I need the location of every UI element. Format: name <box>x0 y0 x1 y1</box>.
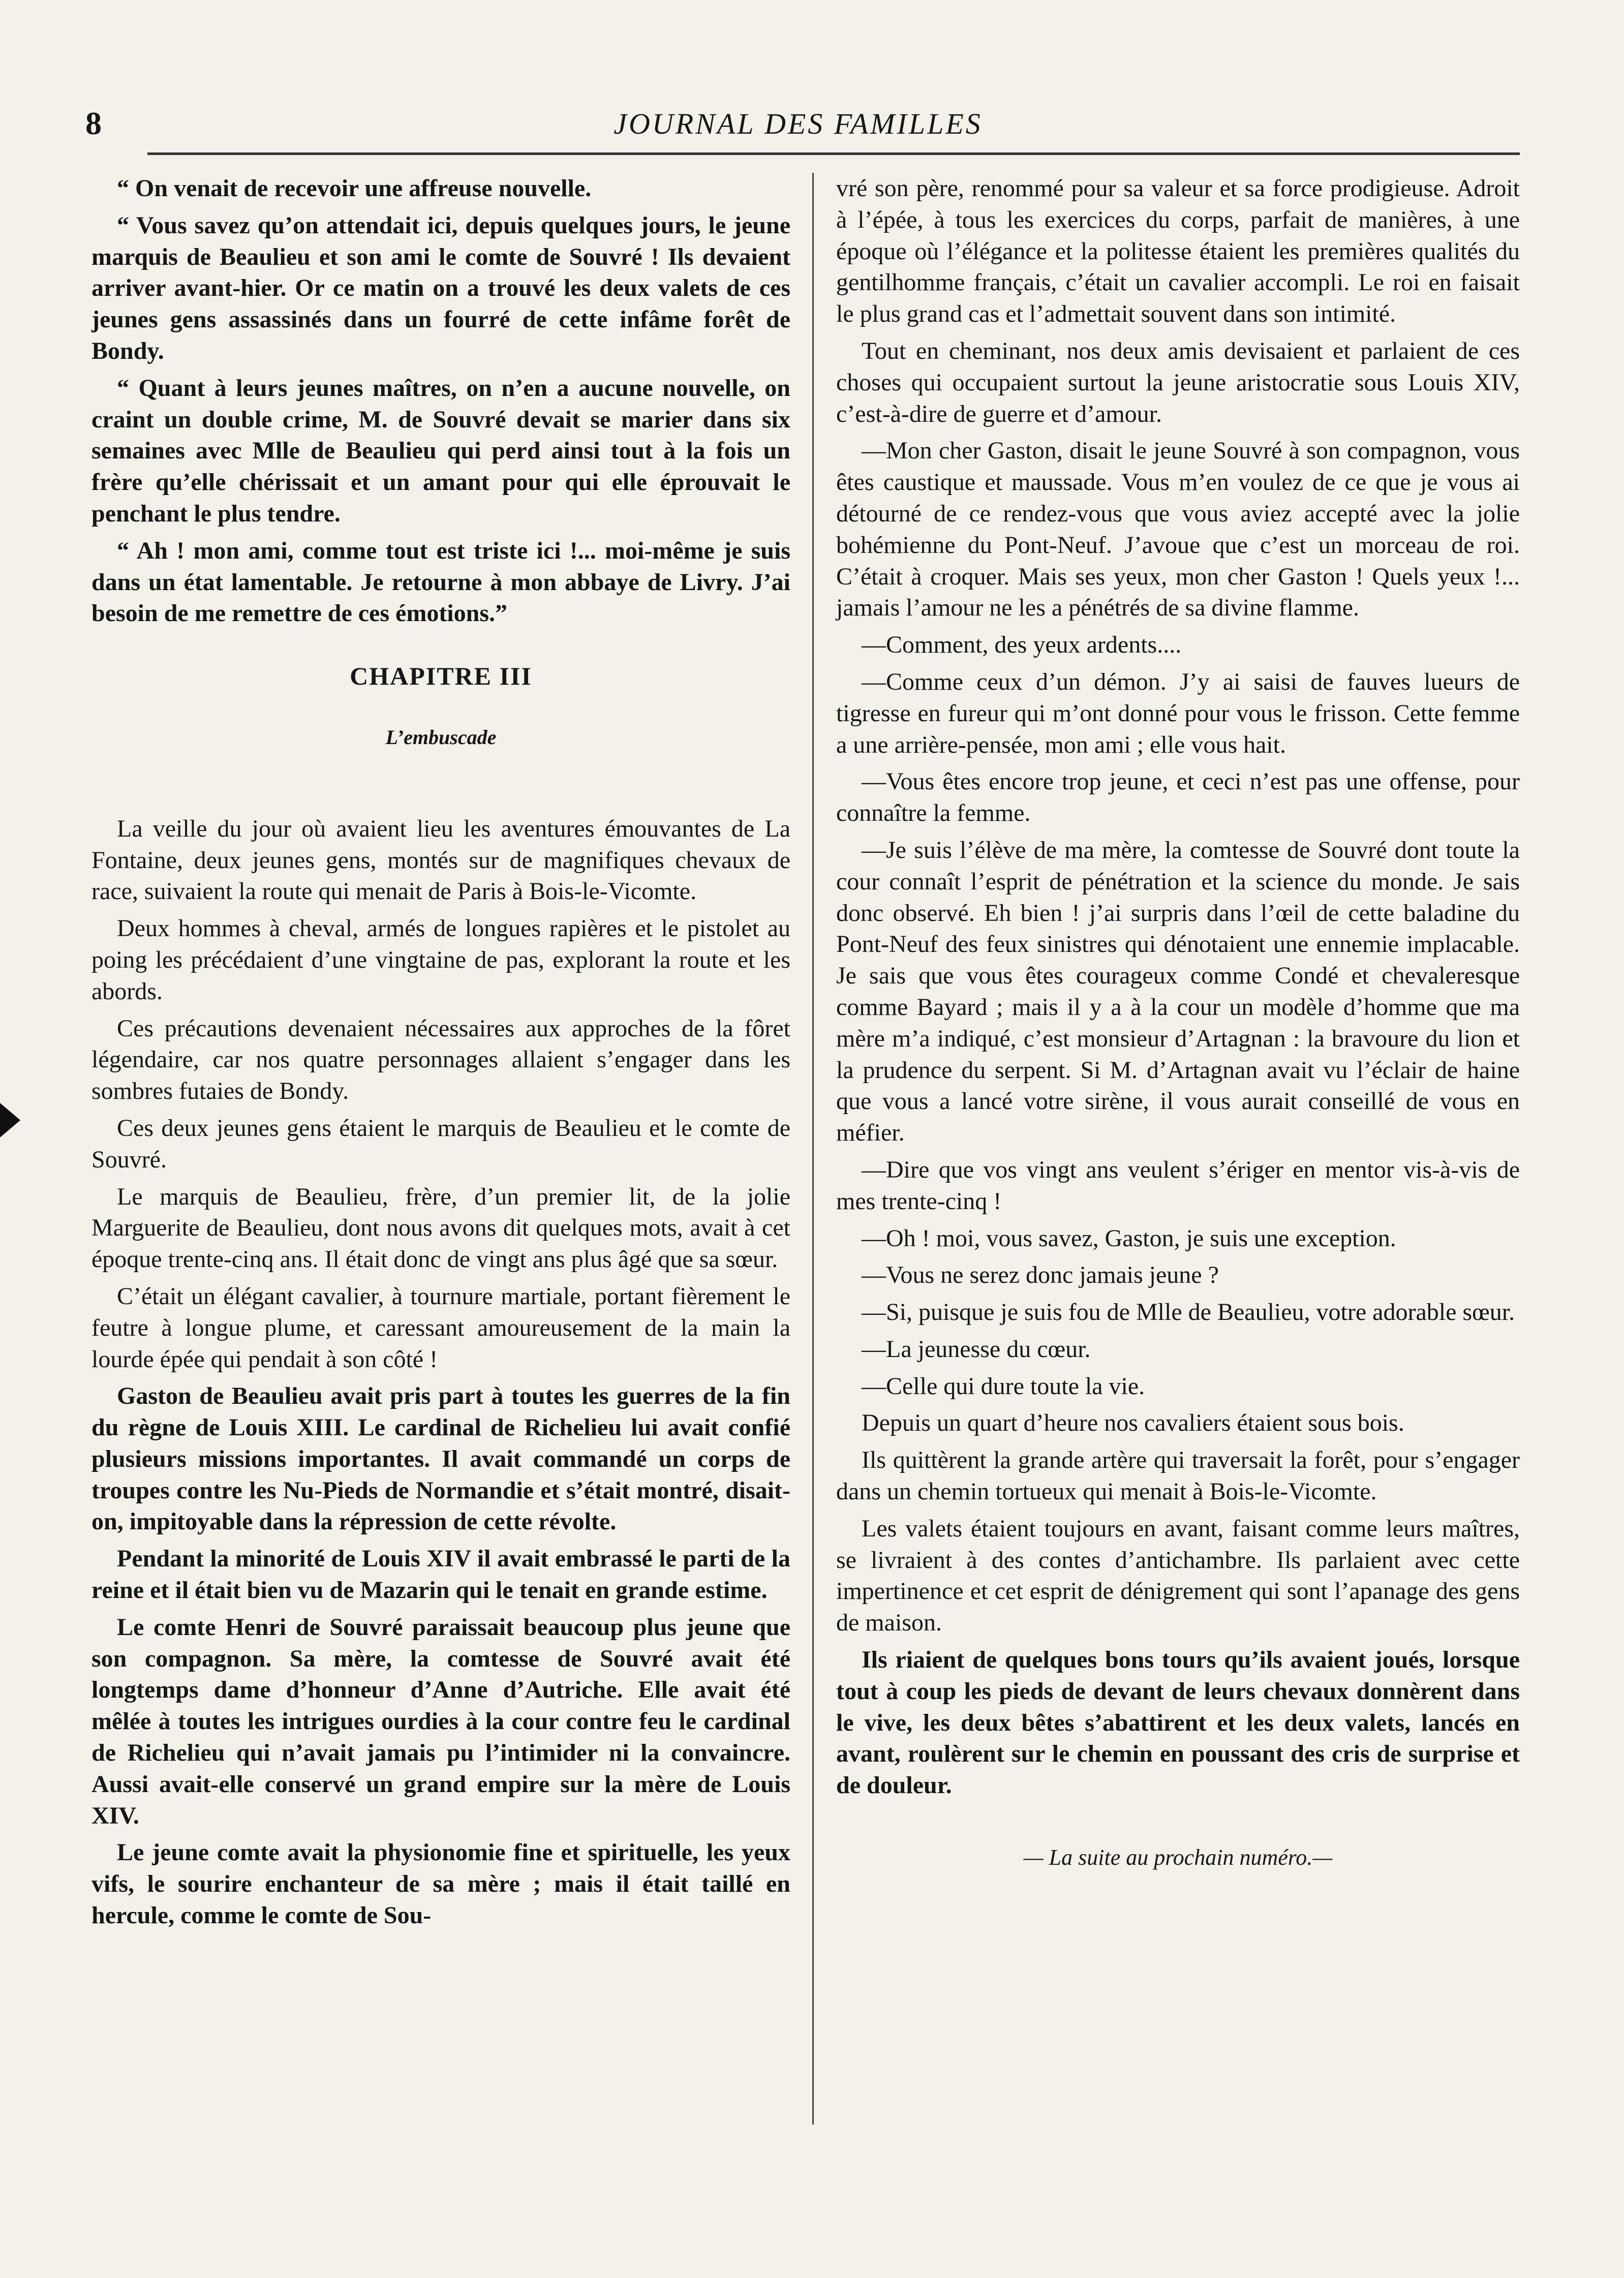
dialogue-paragraph: —Mon cher Gaston, disait le jeune Souvré à son compagnon, vous êtes caustique et maussade. Vous m’en voulez de ce que je vous ai détourné de ce rendez-vous que vous aviez accepté avec la jolie bohémienne du Pont-Neuf. J’avoue que c’est un morceau de roi. C’était à croquer. Mais ses yeux, mon cher Gaston ! Quels yeux !... jamais l’amour ne les a pénétrés de sa divine flamme. <box>836 437 1520 622</box>
body-paragraph: Ces deux jeunes gens étaient le marquis de Beaulieu et le comte de Souvré. <box>91 1114 790 1173</box>
letter-paragraph: “ Quant à leurs jeunes maîtres, on n’en a aucune nouvelle, on craint un double crime, M. de Souvré devait se marier dans six semaines avec Mlle de Beaulieu qui perd ainsi tout à la fois un frère qu’elle chérissait et un amant pour qui elle éprouvait le penchant le plus tendre. <box>91 374 790 527</box>
dialogue-paragraph: —Dire que vos vingt ans veulent s’ériger en mentor vis-à-vis de mes trente-cinq ! <box>836 1156 1520 1215</box>
chapter-subtitle: L’embuscade <box>385 725 497 749</box>
chapter-title: CHAPITRE III <box>350 662 532 691</box>
header-rule <box>147 152 1520 155</box>
dialogue-paragraph: —Vous ne serez donc jamais jeune ? <box>862 1261 1219 1289</box>
journal-title: JOURNAL DES FAMILLES <box>614 107 983 140</box>
body-paragraph: Le marquis de Beaulieu, frère, d’un premier lit, de la jolie Marguerite de Beaulieu, dont nous avons dit quelques mots, avait à cet époque trente-cinq ans. Il était donc de vingt ans plus âgé que sa sœur. <box>91 1183 790 1273</box>
dialogue-paragraph: —La jeunesse du cœur. <box>862 1335 1091 1363</box>
body-paragraph: Ils riaient de quelques bons tours qu’ils avaient joués, lorsque tout à coup les pieds de devant de leurs chevaux donnèrent dans le vive, les deux bêtes s’abattirent et les deux valets, lancés en avant, roulèrent sur le chemin en poussant des cris de surprise et de douleur. <box>836 1646 1520 1799</box>
letter-paragraph: “ On venait de recevoir une affreuse nouvelle. <box>117 175 592 202</box>
to-be-continued: — La suite au prochain numéro.— <box>1023 1845 1333 1870</box>
page-header <box>76 102 1520 147</box>
left-column <box>91 173 790 1937</box>
column-divider <box>812 173 814 2125</box>
body-paragraph: Deux hommes à cheval, armés de longues rapières et le pistolet au poing les précédaient d’une vingtaine de pas, explorant la route et les abords. <box>91 915 790 1005</box>
dialogue-paragraph: —Oh ! moi, vous savez, Gaston, je suis une exception. <box>862 1224 1396 1252</box>
body-paragraph: Le comte Henri de Souvré paraissait beaucoup plus jeune que son compagnon. Sa mère, la comtesse de Souvré avait été longtemps dame d’honneur d’Anne d’Autriche. Elle avait été mêlée à toutes les intrigues ourdies à la cour contre feu le cardinal de Richelieu qui n’avait jamais pu l’intimider ni la convaincre. Aussi avait-elle conservé un grand empire sur la mère de Louis XIV. <box>91 1613 790 1829</box>
dialogue-paragraph: —Je suis l’élève de ma mère, la comtesse de Souvré dont toute la cour connaît l’esprit de pénétration et la science du monde. Je sais donc observé. Eh bien ! j’ai surpris dans l’œil de cette baladine du Pont-Neuf des feux sinistres qui dénotaient une ennemie implacable. Je sais que vous êtes courageux comme Condé et chevaleresque comme Bayard ; mais il y a à la cour un modèle d’homme que ma mère m’a indiqué, c’est monsieur d’Artagnan : la bravoure du lion et la prudence du serpent. Si M. d’Artagnan avait vu l’éclair de haine que vous a lancé votre sirène, il vous aurait conseillé de vous en méfier. <box>836 836 1520 1147</box>
continuation-paragraph: vré son père, renommé pour sa valeur et sa force prodigieuse. Adroit à l’épée, à tous les exercices du corps, parfait de manières, à une époque où l’élégance et la politesse étaient les premières qualités du gentilhomme français, c’était un cavalier accompli. Le roi en faisait le plus grand cas et l’admettait souvent dans son intimité. <box>836 175 1520 328</box>
letter-paragraph: “ Ah ! mon ami, comme tout est triste ici !... moi-même je suis dans un état lamentable. Je retourne à mon abbaye de Livry. J’ai besoin de me remettre de ces émotions.” <box>91 537 790 627</box>
right-column <box>836 173 1520 1873</box>
body-paragraph: Gaston de Beaulieu avait pris part à toutes les guerres de la fin du règne de Louis XIII. Le cardinal de Richelieu lui avait confié plusieurs missions importantes. Il avait commandé un corps de troupes contre les Nu-Pieds de Normandie et s’était montré, disait-on, impitoyable dans la répression de cette révolte. <box>91 1382 790 1535</box>
dialogue-paragraph: —Celle qui dure toute la vie. <box>862 1372 1145 1400</box>
page-number: 8 <box>85 105 102 141</box>
margin-mark <box>0 1103 20 1137</box>
body-paragraph: Les valets étaient toujours en avant, faisant comme leurs maîtres, se livraient à des contes d’antichambre. Ils parlaient avec cette impertinence et cet esprit de dénigrement qui sont l’apanage des gens de maison. <box>836 1515 1520 1637</box>
body-paragraph: La veille du jour où avaient lieu les aventures émouvantes de La Fontaine, deux jeunes gens, montés sur de magnifiques chevaux de race, suivaient la route qui menait de Paris à Bois-le-Vicomte. <box>91 815 790 905</box>
body-paragraph: Pendant la minorité de Louis XIV il avait embrassé le parti de la reine et il était bien vu de Mazarin qui le tenait en grande estime. <box>91 1545 790 1604</box>
dialogue-paragraph: —Comment, des yeux ardents.... <box>862 631 1182 659</box>
body-paragraph: Le jeune comte avait la physionomie fine et spirituelle, les yeux vifs, le sourire enchanteur de sa mère ; mais il était taillé en hercule, comme le comte de Sou- <box>91 1839 790 1929</box>
body-paragraph: Depuis un quart d’heure nos cavaliers étaient sous bois. <box>862 1409 1404 1437</box>
body-paragraph: Ils quittèrent la grande artère qui traversait la forêt, pour s’engager dans un chemin tortueux qui menait à Bois-le-Vicomte. <box>836 1446 1520 1505</box>
body-paragraph: Tout en cheminant, nos deux amis devisaient et parlaient de ces choses qui occupaient surtout la jeune aristocratie sous Louis XIV, c’est-à-dire de guerre et d’amour. <box>836 337 1520 427</box>
dialogue-paragraph: —Si, puisque je suis fou de Mlle de Beaulieu, votre adorable sœur. <box>862 1299 1515 1326</box>
dialogue-paragraph: —Vous êtes encore trop jeune, et ceci n’est pas une offense, pour connaître la femme. <box>836 768 1520 827</box>
body-paragraph: C’était un élégant cavalier, à tournure martiale, portant fièrement le feutre à longue plume, et caressant amoureusement de la main la lourde épée qui pendait à son côté ! <box>91 1282 790 1373</box>
letter-paragraph: “ Vous savez qu’on attendait ici, depuis quelques jours, le jeune marquis de Beaulieu et son ami le comte de Souvré ! Ils devaient arriver avant-hier. Or ce matin on a trouvé les deux valets de ces jeunes gens assassinés dans un fourré de cette infâme forêt de Bondy. <box>91 211 790 364</box>
dialogue-paragraph: —Comme ceux d’un démon. J’y ai saisi de fauves lueurs de tigresse en fureur qui m’ont donné pour vous le frisson. Cette femme a une arrière-pensée, mon ami ; elle vous hait. <box>836 668 1520 758</box>
body-paragraph: Ces précautions devenaient nécessaires aux approches de la fôret légendaire, car nos quatre personnages allaient s’engager dans les sombres futaies de Bondy. <box>91 1014 790 1105</box>
